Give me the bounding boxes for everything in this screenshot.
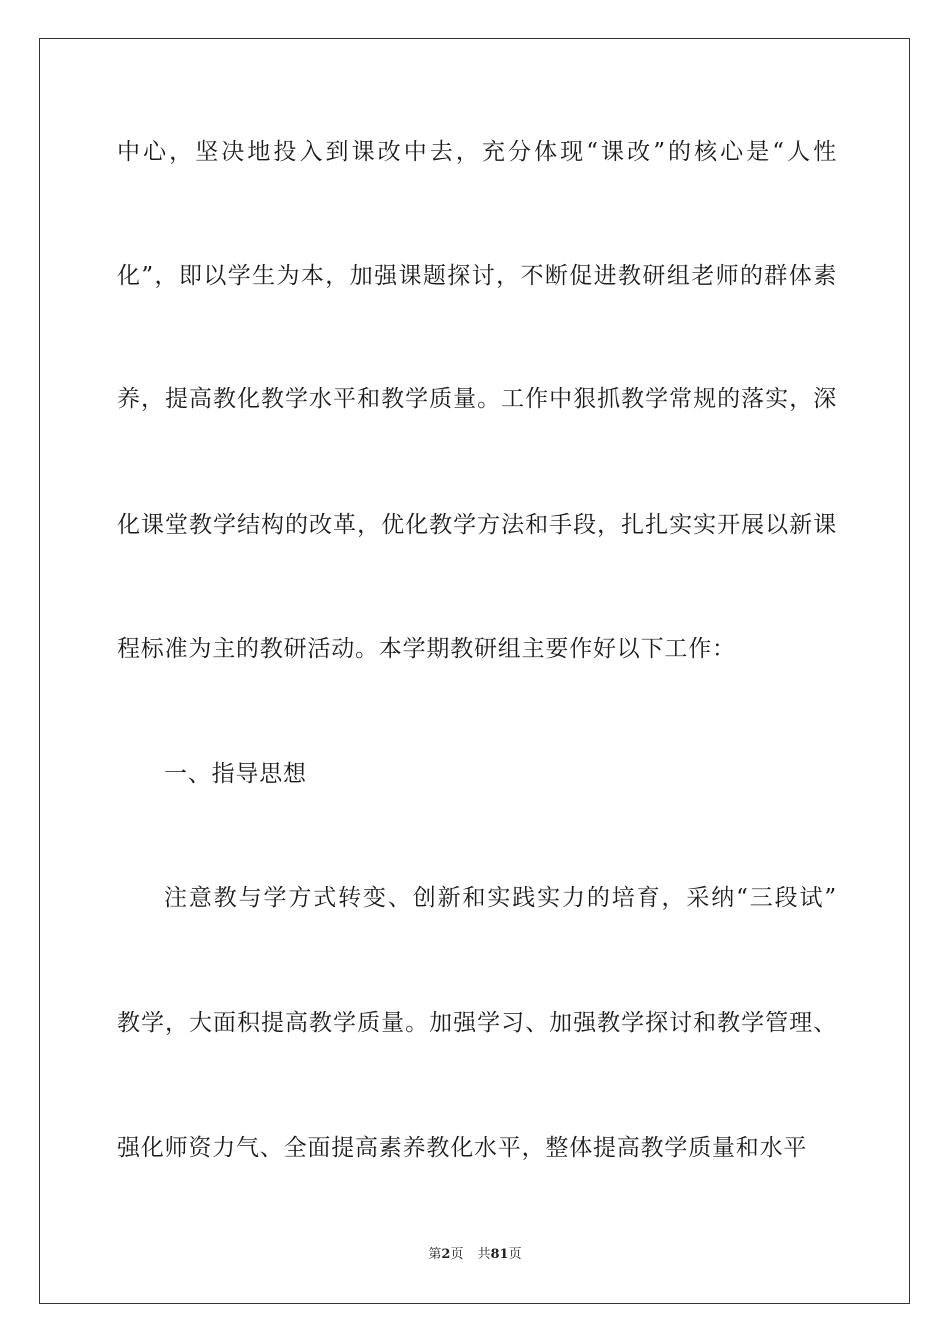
body-line-4: 化课堂教学结构的改革，优化教学方法和手段，扎扎实实开展以新课 xyxy=(117,512,837,538)
current-page-number: 2 xyxy=(441,1247,451,1262)
body-line-5: 程标准为主的教研活动。本学期教研组主要作好以下工作： xyxy=(117,636,736,662)
total-prefix: 共 xyxy=(477,1247,491,1262)
total-suffix: 页 xyxy=(508,1247,522,1262)
total-page-number: 81 xyxy=(490,1247,509,1262)
section-heading: 一、指导思想 xyxy=(164,761,307,787)
body-line-1: 中心，坚决地投入到课改中去，充分体现“课改”的核心是“人性 xyxy=(117,139,837,165)
body-line-2: 化”，即以学生为本，加强课题探讨，不断促进教研组老师的群体素 xyxy=(117,263,837,289)
body-line-8: 教学，大面积提高教学质量。加强学习、加强教学探讨和教学管理、 xyxy=(117,1010,837,1036)
body-line-3: 养，提高教化教学水平和教学质量。工作中狠抓教学常规的落实，深 xyxy=(117,386,837,412)
page-prefix: 第 xyxy=(428,1247,442,1262)
page-border xyxy=(39,38,910,1304)
body-line-7: 注意教与学方式转变、创新和实践实力的培育，采纳“三段试” xyxy=(164,885,837,911)
body-line-9: 强化师资力气、全面提高素养教化水平，整体提高教学质量和水平 xyxy=(117,1135,808,1161)
page-suffix: 页 xyxy=(450,1247,464,1262)
page-footer xyxy=(0,1246,950,1264)
